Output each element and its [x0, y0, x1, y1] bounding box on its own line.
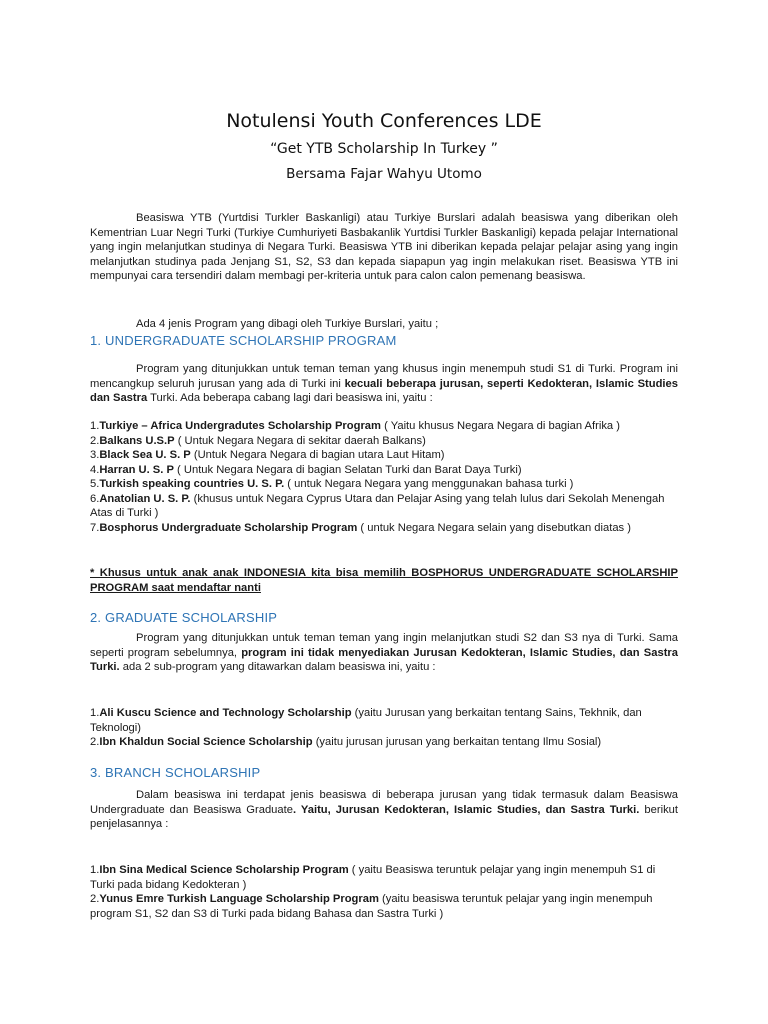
list-item-name: Yunus Emre Turkish Language Scholarship Program — [99, 893, 379, 905]
list-item-name: Turkiye – Africa Undergradutes Scholarship Program — [99, 420, 381, 432]
section2-paragraph — [90, 631, 678, 675]
list-item-desc: (khusus untuk Negara Cyprus Utara dan Pelajar Asing yang telah lulus dari Sekolah Menengah Atas di Turki ) — [90, 492, 665, 519]
section1-paragraph — [90, 362, 678, 406]
section3-para-bold: . Yaitu, Jurusan Kedokteran, Islamic Studies, dan Sastra Turki. — [292, 803, 640, 816]
list-item-number: 5. — [90, 478, 100, 490]
programs-intro-line: Ada 4 jenis Program yang dibagi oleh Turkiye Burslari, yaitu ; — [136, 318, 439, 330]
list-item-number: 7. — [90, 521, 100, 534]
list-item-desc: (yaitu beasiswa teruntuk pelajar yang ingin menempuh program S1, S2 dan S3 di Turki pada bidang Bahasa dan Sastra Turki ) — [90, 893, 653, 920]
list-item-desc: ( Yaitu khusus Negara Negara di bagian Afrika ) — [380, 420, 620, 432]
list-item — [90, 863, 660, 892]
list-item-name: Balkans U.S.P — [99, 434, 175, 447]
list-item-name: Bosphorus Undergraduate Scholarship Program — [99, 521, 358, 534]
section1-list — [90, 419, 678, 535]
section3-para-start: Dalam beasiswa ini terdapat jenis beasiswa di beberapa jurusan yang tidak termasuk dalam Beasiswa Undergraduate dan Beasiswa Graduate — [90, 789, 678, 816]
list-item-number: 1. — [90, 707, 100, 719]
list-item — [90, 706, 678, 735]
list-item-number: 2. — [90, 434, 100, 447]
list-item — [90, 448, 678, 463]
list-item-desc: ( Untuk Negara Negara di sekitar daerah Balkans) — [174, 434, 426, 447]
list-item-name: Ali Kuscu Science and Technology Scholarship — [99, 707, 352, 719]
list-item-desc: ( Untuk Negara Negara di bagian Selatan Turki dan Barat Daya Turki) — [173, 463, 522, 476]
list-item-desc: ( untuk Negara Negara selain yang disebutkan diatas ) — [357, 521, 631, 534]
section2-list — [90, 706, 678, 750]
document-title: Notulensi Youth Conferences LDE — [226, 110, 542, 132]
section3-list — [90, 863, 660, 921]
section3-heading: 3. BRANCH SCHOLARSHIP — [90, 765, 261, 780]
document-author: Bersama Fajar Wahyu Utomo — [286, 166, 482, 182]
section2-para-start: Program yang ditunjukkan untuk teman teman yang ingin melanjutkan studi S2 dan S3 nya di Turki. Sama seperti program sebelumnya, — [90, 632, 678, 659]
section1-para-start: Program yang ditunjukkan untuk teman teman yang khusus ingin menempuh studi S1 di Turki. Program ini mencangkup seluruh jurusan yang ada di Turki ini — [90, 363, 678, 390]
list-item-number: 1. — [90, 864, 100, 876]
intro-paragraph: Beasiswa YTB (Yurtdisi Turkler Baskanligi) atau Turkiye Burslari adalah beasiswa yang diberikan oleh Kementrian Luar Negri Turki (Turkiye Cumhuriyeti Basbakanlik Yurtdisi Turkler Baskanligi) kepada pelajar International yang ingin melanjutkan studinya di Negara Turki. Beasiswa YTB ini diberikan kepada pelajar pelajar asing yang ingin melanjutkan studinya pada Jenjang S1, S2, S3 dan kepada siapapun yag ingin melakukan riset. Beasiswa YTB ini mempunyai cara tersendiri dalam membagi per-kriteria untuk para calon calon pemenang beasiswa. — [90, 212, 678, 282]
list-item-desc: ( yaitu Beasiswa teruntuk pelajar yang ingin menempuh S1 di Turki pada bidang Kedokteran ) — [90, 864, 656, 891]
list-item-number: 3. — [90, 449, 100, 461]
list-item — [90, 892, 660, 921]
section1-heading: 1. UNDERGRADUATE SCHOLARSHIP PROGRAM — [90, 333, 397, 348]
list-item-desc: (Untuk Negara Negara di bagian utara Laut Hitam) — [190, 449, 445, 461]
list-item-number: 2. — [90, 893, 100, 905]
document-subtitle: “Get YTB Scholarship In Turkey ” — [270, 141, 498, 157]
list-item-name: Harran U. S. P — [99, 463, 174, 476]
list-item-name: Ibn Sina Medical Science Scholarship Program — [99, 864, 349, 876]
section2-heading: 2. GRADUATE SCHOLARSHIP — [90, 610, 278, 625]
list-item-desc: ( untuk Negara Negara yang menggunakan bahasa turki ) — [284, 478, 574, 490]
list-item — [90, 477, 678, 492]
list-item-name: Black Sea U. S. P — [99, 449, 191, 461]
list-item — [90, 434, 678, 449]
section3-paragraph — [90, 788, 678, 832]
section2-para-bold: program ini tidak menyediakan Jurusan Kedokteran, Islamic Studies, dan Sastra Turki. — [90, 646, 678, 673]
list-item-number: 6. — [90, 492, 100, 505]
list-item — [90, 419, 678, 434]
list-item-desc: (yaitu Jurusan yang berkaitan tentang Sains, Tekhnik, dan Teknologi) — [90, 707, 642, 734]
list-item-name: Ibn Khaldun Social Science Scholarship — [99, 736, 313, 748]
list-item — [90, 492, 678, 521]
section1-para-end: Turki. Ada beberapa cabang lagi dari beasiswa ini, yaitu : — [147, 392, 433, 404]
list-item-name: Anatolian U. S. P. — [99, 492, 191, 505]
section1-para-bold: kecuali beberapa jurusan, seperti Kedokteran, Islamic Studies dan Sastra — [90, 377, 678, 404]
list-item-number: 1. — [90, 420, 100, 432]
list-item-number: 4. — [90, 463, 100, 476]
list-item-name: Turkish speaking countries U. S. P. — [99, 478, 285, 490]
indonesia-note: * Khusus untuk anak anak INDONESIA kita bisa memilih BOSPHORUS UNDERGRADUATE SCHOLARSHIP PROGRAM saat mendaftar nanti — [90, 567, 678, 594]
section2-para-end: ada 2 sub-program yang ditawarkan dalam beasiswa ini, yaitu : — [119, 661, 436, 673]
list-item — [90, 521, 678, 536]
list-item — [90, 463, 678, 478]
list-item — [90, 735, 678, 750]
list-item-number: 2. — [90, 736, 100, 748]
list-item-desc: (yaitu jurusan jurusan yang berkaitan tentang Ilmu Sosial) — [312, 736, 602, 748]
section3-para-end: berikut penjelasannya : — [90, 803, 678, 830]
